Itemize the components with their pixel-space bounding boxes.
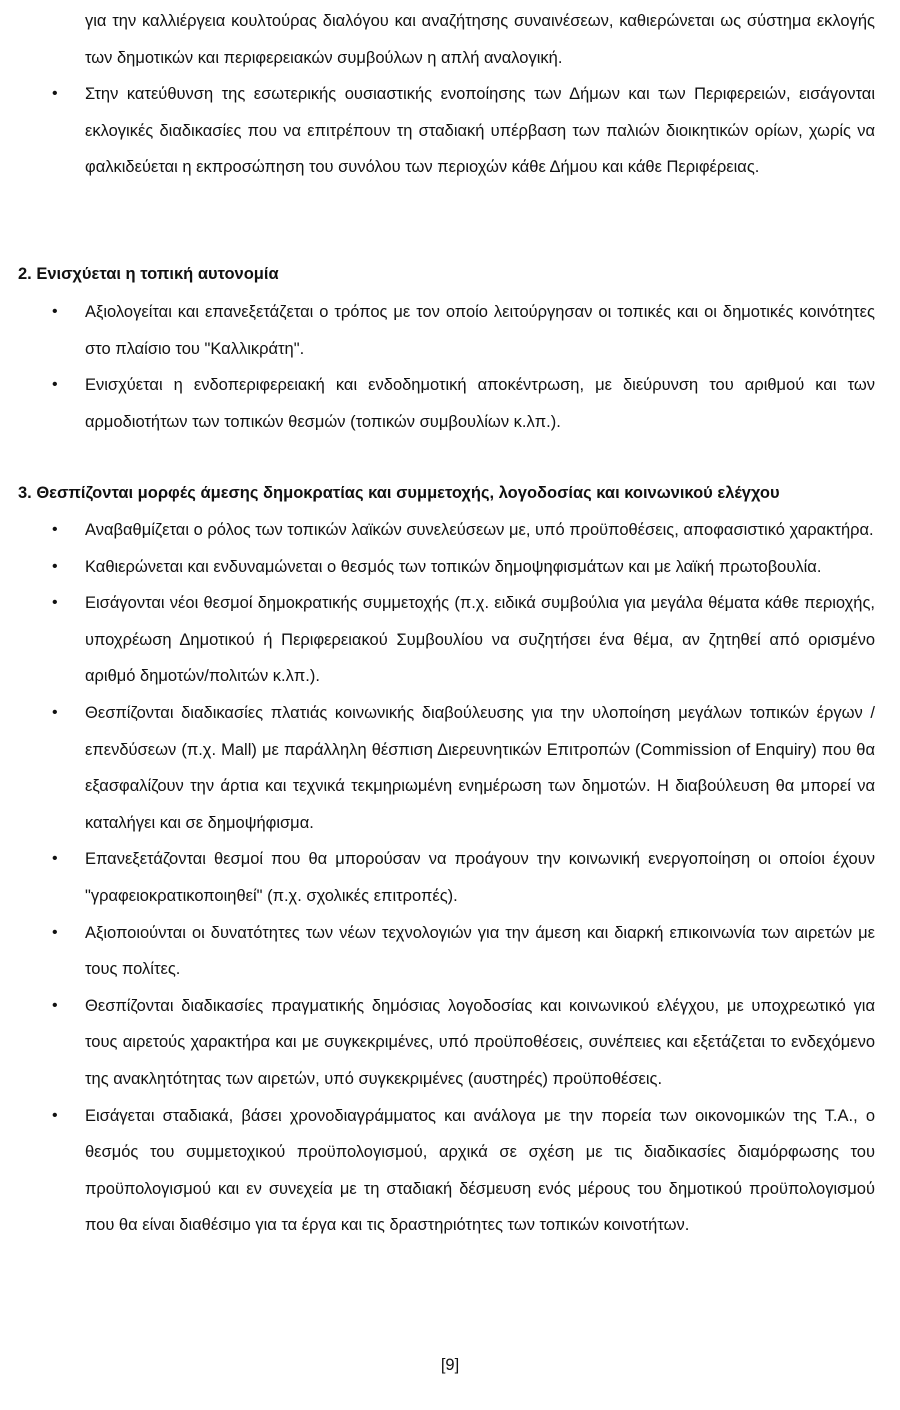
- list-item-text: Καθιερώνεται και ενδυναμώνεται ο θεσμός των τοπικών δημοψηφισμάτων και με λαϊκή πρωτοβουλία.: [85, 557, 822, 576]
- list-item: [0, 988, 900, 1098]
- bullet-icon: •: [52, 996, 58, 1014]
- list-item-text: Επανεξετάζονται θεσμοί που θα μπορούσαν να προάγουν την κοινωνική ενεργοποίηση οι οποίοι έχουν "γραφειοκρατικοποιηθεί" (π.χ. σχολικές επιτροπές).: [85, 850, 875, 905]
- section-3-heading: 3. Θεσπίζονται μορφές άμεσης δημοκρατίας και συμμετοχής, λογοδοσίας και κοινωνικού ελέγχου: [18, 484, 780, 502]
- bullet-icon: •: [52, 923, 58, 941]
- list-item: [0, 76, 900, 186]
- page-number: [9]: [440, 1356, 460, 1374]
- bullet-icon: •: [52, 594, 58, 612]
- list-item-text: Αξιολογείται και επανεξετάζεται ο τρόπος με τον οποίο λειτούργησαν οι τοπικές και οι δημοτικές κοινότητες στο πλαίσιο του "Καλλικράτη".: [85, 303, 875, 358]
- list-item: [0, 294, 900, 367]
- list-item-text: Εισάγονται νέοι θεσμοί δημοκρατικής συμμετοχής (π.χ. ειδικά συμβούλια για μεγάλα θέματα κάθε περιοχής, υποχρέωση Δημοτικού ή Περιφερειακού Συμβουλίου να συζητήσει ένα θέμα, αν ζητηθεί από ορισμένο αριθμό δημοτών/πολιτών κ.λπ.).: [85, 594, 875, 686]
- bullet-icon: •: [52, 850, 58, 868]
- section-2-bullet-list: [0, 294, 900, 440]
- list-item: [0, 1098, 900, 1244]
- list-item: [0, 915, 900, 988]
- bullet-icon: •: [52, 557, 58, 575]
- bullet-icon: •: [52, 376, 58, 394]
- list-item: [0, 841, 900, 914]
- bullet-icon: •: [52, 303, 58, 320]
- list-item-text: Ενισχύεται η ενδοπεριφερειακή και ενδοδημοτική αποκέντρωση, με διεύρυνση του αριθμού και των αρμοδιοτήτων των τοπικών θεσμών (τοπικών συμβουλίων κ.λπ.).: [85, 376, 875, 431]
- list-item: [0, 695, 900, 841]
- list-item-text: Αξιοποιούνται οι δυνατότητες των νέων τεχνολογιών για την άμεση και διαρκή επικοινωνία των αιρετών με τους πολίτες.: [85, 923, 875, 979]
- list-item: [0, 549, 900, 586]
- list-item: [0, 512, 900, 549]
- section-2-heading: 2. Ενισχύεται η τοπική αυτονομία: [18, 265, 279, 283]
- continuation-paragraph: για την καλλιέργεια κουλτούρας διαλόγου και αναζήτησης συναινέσεων, καθιερώνεται ως σύστημα εκλογής των δημοτικών και περιφερειακών συμβούλων η απλή αναλογική.: [85, 12, 875, 67]
- list-item-text: Στην κατεύθυνση της εσωτερικής ουσιαστικής ενοποίησης των Δήμων και των Περιφερειών, εισάγονται εκλογικές διαδικασίες που να επιτρέπουν τη σταδιακή υπέρβαση των παλιών διοικητικών ορίων, χωρίς να φαλκιδεύεται η εκπροσώπηση του συνόλου των περιοχών κάθε Δήμου και κάθε Περιφέρειας.: [85, 85, 875, 177]
- bullet-icon: •: [52, 85, 58, 102]
- intro-bullet-list: [0, 76, 900, 186]
- list-item-text: Θεσπίζονται διαδικασίες πραγματικής δημόσιας λογοδοσίας και κοινωνικού ελέγχου, με υποχρεωτικό για τους αιρετούς χαρακτήρα και με συγκεκριμένες, υπό προϋποθέσεις, συνέπειες και εξετάζεται το ενδεχόμενο της ανακλητότητας των αιρετών, υπό συγκεκριμένες (αυστηρές) προϋποθέσεις.: [85, 996, 875, 1088]
- list-item: [0, 585, 900, 695]
- list-item: [0, 367, 900, 440]
- list-item-text: Θεσπίζονται διαδικασίες πλατιάς κοινωνικής διαβούλευσης για την υλοποίηση μεγάλων τοπικών έργων / επενδύσεων (π.χ. Mall) με παράλληλη θέσπιση Διερευνητικών Επιτροπών (Commission of Enquiry) που θα εξασφαλίζουν την άρτια και τεχνικά τεκμηριωμένη ενημέρωση των δημοτών. Η διαβούλευση θα μπορεί να καταλήγει και σε δημοψήφισμα.: [85, 703, 875, 832]
- bullet-icon: •: [52, 521, 58, 538]
- bullet-icon: •: [52, 1106, 58, 1124]
- list-item-text: Αναβαθμίζεται ο ρόλος των τοπικών λαϊκών συνελεύσεων με, υπό προϋποθέσεις, αποφασιστικό χαρακτήρα.: [85, 521, 874, 539]
- bullet-icon: •: [52, 703, 58, 721]
- section-3-bullet-list: [0, 512, 900, 1244]
- list-item-text: Εισάγεται σταδιακά, βάσει χρονοδιαγράμματος και ανάλογα με την πορεία των οικονομικών της Τ.Α., ο θεσμός του συμμετοχικού προϋπολογισμού, αρχικά σε σχέση με τις διαδικασίες διαμόρφωσης του προϋπολογισμού και εν συνεχεία με τη σταδιακή δέσμευση ενός μέρους του δημοτικού προϋπολογισμού που θα είναι διαθέσιμο για τα έργα και τις δραστηριότητες των τοπικών κοινοτήτων.: [85, 1106, 875, 1235]
